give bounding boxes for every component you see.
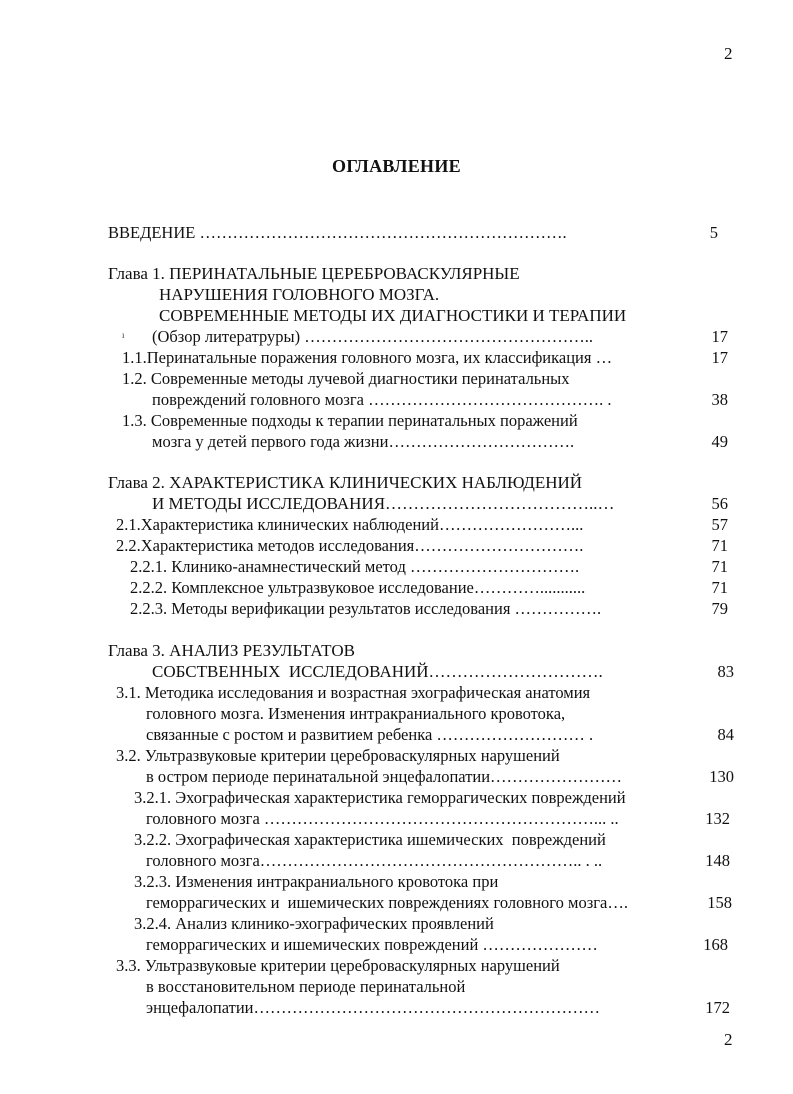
toc-entry-3-2-3-line1: 3.2.3. Изменения интракраниального кровотока при — [134, 872, 499, 891]
toc-page-2-2-2: 71 — [711, 578, 728, 597]
toc-page-3-3: 172 — [705, 998, 730, 1017]
toc-page-3-2: 130 — [709, 767, 734, 786]
toc-page-2-2-1: 71 — [711, 557, 728, 576]
toc-entry-2-2-3: 2.2.3. Методы верификации результатов исследования ……………. — [130, 599, 602, 618]
toc-entry-3-2-4-line1: 3.2.4. Анализ клинико-эхографических проявлений — [134, 914, 494, 933]
toc-page-2-2: 71 — [711, 536, 728, 555]
toc-ch3-title-line2: СОБСТВЕННЫХ ИССЛЕДОВАНИЙ…………………………. — [152, 662, 603, 681]
toc-page-2-1: 57 — [711, 515, 728, 534]
toc-entry-2-2-2: 2.2.2. Комплексное ультразвуковое исследование…………........... — [130, 578, 586, 597]
toc-ch3-title-line1: Глава 3. АНАЛИЗ РЕЗУЛЬТАТОВ — [108, 641, 355, 660]
toc-ch2-title-line1: Глава 2. ХАРАКТЕРИСТИКА КЛИНИЧЕСКИХ НАБЛЮДЕНИЙ — [108, 473, 583, 492]
toc-entry-3-3-line1: 3.3. Ультразвуковые критерии цереброваскулярных нарушений — [116, 956, 560, 975]
toc-entry-intro: ВВЕДЕНИЕ …………………………………………………………. — [108, 223, 567, 242]
toc-ch1-title-line4: (Обзор литератруры) …………………………………………….. — [152, 327, 593, 346]
toc-entry-3-2-2-line1: 3.2.2. Эхографическая характеристика ишемических повреждений — [134, 830, 606, 849]
toc-entry-1-1: 1.1.Перинатальные поражения головного мозга, их классификация … — [122, 348, 613, 367]
toc-entry-3-2-2-line2: головного мозга………………………………………………….. . .. — [146, 851, 603, 870]
toc-page-1-2: 38 — [711, 390, 728, 409]
toc-ch1-title-line1: Глава 1. ПЕРИНАТАЛЬНЫЕ ЦЕРЕБРОВАСКУЛЯРНЫЕ — [108, 264, 520, 283]
toc-entry-2-2: 2.2.Характеристика методов исследования…………………………. — [116, 536, 584, 555]
toc-page-2-2-3: 79 — [711, 599, 728, 618]
toc-entry-1-3-line2: мозга у детей первого года жизни……………………………. — [152, 432, 575, 451]
page-title: ОГЛАВЛЕНИЕ — [332, 156, 461, 176]
toc-entry-1-2-line2: повреждений головного мозга ……………………………………. . — [152, 390, 612, 409]
toc-entry-3-1-line3: связанные с ростом и развитием ребенка ……………………… . — [146, 725, 594, 744]
toc-page-1-3: 49 — [711, 432, 728, 451]
toc-entry-3-2-1-line1: 3.2.1. Эхографическая характеристика геморрагических повреждений — [134, 788, 626, 807]
toc-entry-3-2-line2: в остром периоде перинатальной энцефалопатии…………………… — [146, 767, 623, 786]
toc-entry-2-2-1: 2.2.1. Клинико-анамнестический метод …………………………. — [130, 557, 580, 576]
toc-entry-1-2-line1: 1.2. Современные методы лучевой диагностики перинатальных — [122, 369, 570, 388]
toc-page-3-1: 84 — [717, 725, 734, 744]
toc-entry-3-2-4-line2: геморрагических и ишемических повреждений ………………… — [146, 935, 598, 954]
toc-entry-3-1-line1: 3.1. Методика исследования и возрастная эхографическая анатомия — [116, 683, 591, 702]
toc-page-ch3: 83 — [717, 662, 734, 681]
toc-entry-2-1: 2.1.Характеристика клинических наблюдений……………………... — [116, 515, 584, 534]
toc-page-3-2-2: 148 — [705, 851, 730, 870]
toc-ch2-title-line2: И МЕТОДЫ ИССЛЕДОВАНИЯ………………………………..… — [152, 494, 615, 513]
toc-page-ch2: 56 — [711, 494, 728, 513]
toc-page-3-2-1: 132 — [705, 809, 730, 828]
page-number-bottom: 2 — [724, 1030, 733, 1049]
scan-mark: ı — [122, 330, 125, 340]
page-number-top: 2 — [724, 44, 733, 63]
toc-page-1-1: 17 — [711, 348, 728, 367]
toc-entry-3-2-1-line2: головного мозга ……………………………………………………... .. — [146, 809, 619, 828]
toc-ch1-title-line2: НАРУШЕНИЯ ГОЛОВНОГО МОЗГА. — [159, 285, 440, 304]
toc-page-intro: 5 — [709, 223, 718, 242]
toc-ch1-title-line3: СОВРЕМЕННЫЕ МЕТОДЫ ИХ ДИАГНОСТИКИ И ТЕРАПИИ — [159, 306, 627, 325]
toc-entry-3-2-line1: 3.2. Ультразвуковые критерии цереброваскулярных нарушений — [116, 746, 560, 765]
toc-entry-3-2-3-line2: геморрагических и ишемических повреждениях головного мозга…. — [146, 893, 628, 912]
toc-entry-3-1-line2: головного мозга. Изменения интракраниального кровотока, — [146, 704, 566, 723]
toc-entry-1-3-line1: 1.3. Современные подходы к терапии перинатальных поражений — [122, 411, 578, 430]
toc-page-ch1: 17 — [711, 327, 728, 346]
toc-entry-3-3-line2: в восстановительном периоде перинатальной — [146, 977, 466, 996]
toc-entry-3-3-line3: энцефалопатии……………………………………………………… — [146, 998, 601, 1017]
toc-page-3-2-3: 158 — [707, 893, 732, 912]
toc-page-3-2-4: 168 — [703, 935, 728, 954]
